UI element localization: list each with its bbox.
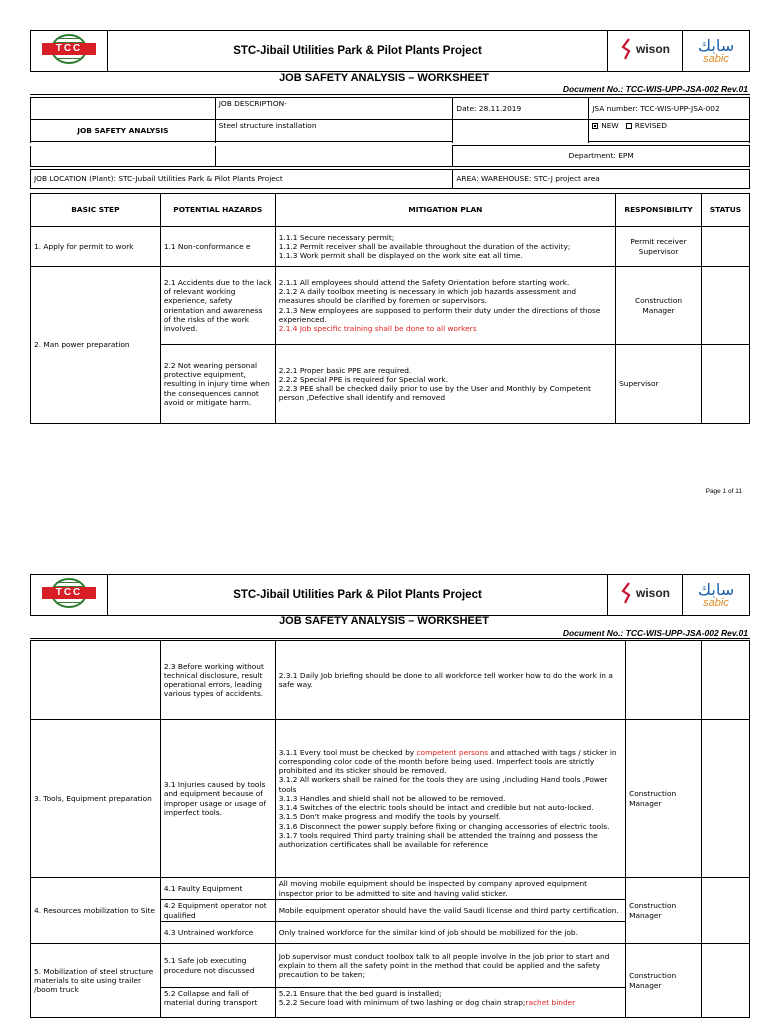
worksheet-title: JOB SAFETY ANALYSIS – WORKSHEET — [279, 615, 489, 627]
document-number: Document No.: TCC-WIS-UPP-JSA-002 Rev.01 — [562, 628, 748, 638]
new-checkbox[interactable] — [592, 123, 598, 129]
divider — [30, 638, 750, 639]
table-row: 2. Man power preparation 2.1 Accidents due to the lack of relevant working experience, safety orientation and awareness of the risks of the work involved. 2.1.1 All employees should attend the Safety Orientation before starting work. 2.1.2 A daily toolbox meeting is necessary in which job hazards assessment and measures should be clarified by foremen or supervisors. 2.1.3 New employees are supposed to perform their duty under the directions of those experienced. 2.1.4 Job specific training shall be done to all workers Construction Manager — [31, 267, 750, 345]
table-row: 4. Resources mobilization to Site 4.1 Faulty Equipment All moving mobile equipment should be inspected by company aproved equipment inspector prior to be admitted to site and having valid sticker. Construction Manager — [31, 878, 750, 900]
table-row: 1. Apply for permit to work 1.1 Non-conformance e 1.1.1 Secure necessary permit; 1.1.2 Permit receiver shall be available throughout the duration of the activity; 1.1.3 Work permit shall be displayed on the work site eat all time. Permit receiver Supervisor — [31, 227, 750, 267]
project-title: STC-Jibail Utilities Park & Pilot Plants Project — [108, 31, 608, 72]
date-field: Date: 28.11.2019 — [453, 98, 589, 120]
jsa-number: JSA number: TCC-WIS-UPP-JSA-002 — [589, 98, 750, 120]
col-status: STATUS — [701, 194, 749, 227]
table-row: 3. Tools, Equipment preparation 3.1 Injuries caused by tools and equipment because of improper usage or usage of imperfect tools. 3.1.1 Every tool must be checked by competent persons and attached with tags / sticker in corresponding color code of the month before being used. Imperfect tools are strictly prohibited and its sticker should be removed. 3.1.2 All workers shall be rained for the tools they are using ,including Hand tools ,Power tools 3.1.3 Handles and shield shall not be allowed to be removed. 3.1.4 Switches of the electric tools should be intact and credible but not auto-locked. 3.1.5 Don't make progress and modify the tools by yourself. 3.1.6 Disconnect the power supply before fixing or changing accessories of electric tools. 3.1.7 tools required Third party training shall be attended the trainng and possess the authorization certificates shall be available for reference Construction Manager — [31, 720, 750, 878]
page-number: Page 1 of 11 — [705, 488, 742, 495]
location-row — [30, 169, 750, 189]
table-header-row — [31, 194, 750, 227]
area: AREA: WAREHOUSE: STC-J project area — [453, 170, 750, 189]
page-header — [30, 574, 750, 616]
date-blank — [453, 120, 589, 142]
sabic-logo: سابك sabic — [683, 31, 750, 72]
revision-type: NEW REVISED — [589, 120, 750, 142]
jsa-table-page-2 — [30, 640, 750, 1018]
table-row: 5.2 Collapse and fall of material during transport 5.2.1 Ensure that the bed guard is installed; 5.2.2 Secure load with minimum of two lashing or dog chain strap;rachet binder — [31, 988, 750, 1018]
table-row: 4.3 Untrained workforce Only trained workforce for the similar kind of job should be mobilized for the job. — [31, 922, 750, 944]
divider — [30, 94, 750, 95]
col-potential-hazards: POTENTIAL HAZARDS — [160, 194, 275, 227]
tcc-logo: TCC — [31, 575, 108, 616]
wison-mark-icon — [620, 582, 634, 604]
col-mitigation-plan: MITIGATION PLAN — [275, 194, 615, 227]
jsa-title: JOB SAFETY ANALYSIS — [31, 120, 216, 142]
job-description-value: Steel structure installation — [215, 120, 453, 142]
department: Department: EPM — [453, 146, 750, 167]
document-number: Document No.: TCC-WIS-UPP-JSA-002 Rev.01 — [562, 84, 748, 94]
jsa-table-page-1 — [30, 193, 750, 424]
project-title: STC-Jibail Utilities Park & Pilot Plants Project — [108, 575, 608, 616]
job-location: JOB LOCATION (Plant): STC-Jubail Utilities Park & Pilot Plants Project — [31, 170, 453, 189]
table-row: 2.3 Before working without technical disclosure, result operational errors, leading various types of accidents. 2.3.1 Daily Job briefing should be done to all workforce tell worker how to do the work in a safe way. — [31, 641, 750, 720]
col-responsibility: RESPONSIBILITY — [616, 194, 702, 227]
department-row — [30, 145, 750, 167]
wison-logo: wison — [608, 575, 683, 616]
table-row: 4.2 Equipment operator not qualified Mobile equipment operator should have the valid Saudi license and third party certification. — [31, 900, 750, 922]
job-info-table — [30, 97, 750, 142]
table-row: 5. Mobilization of steel structure materials to site using trailer /boom truck 5.1 Safe job executing procedure not discussed Job supervisor must conduct toolbox talk to all people involve in the job prior to start and explain to them all the safety point in the method that could be applied and the safety precaution to be taken; Construction Manager — [31, 944, 750, 988]
job-description-label: JOB DESCRIPTION- — [215, 98, 453, 120]
table-row: 2.2 Not wearing personal protective equipment, resulting in injury time when the consequences cannot avoid or mitigate harm. 2.2.1 Proper basic PPE are required. 2.2.2 Special PPE is required for Special work. 2.2.3 PEE shall be checked daily prior to use by the User and Monthly by Competent person ,Defective shall identify and removed Supervisor — [31, 345, 750, 424]
col-basic-step: BASIC STEP — [31, 194, 161, 227]
sabic-logo: سابك sabic — [683, 575, 750, 616]
revised-checkbox[interactable] — [626, 123, 632, 129]
worksheet-title: JOB SAFETY ANALYSIS – WORKSHEET — [279, 72, 489, 84]
wison-mark-icon — [620, 38, 634, 60]
page-header — [30, 30, 750, 72]
page-2 — [0, 512, 768, 1024]
tcc-logo: TCC — [31, 31, 108, 72]
jsa-blank — [31, 98, 216, 120]
wison-logo: wison — [608, 31, 683, 72]
